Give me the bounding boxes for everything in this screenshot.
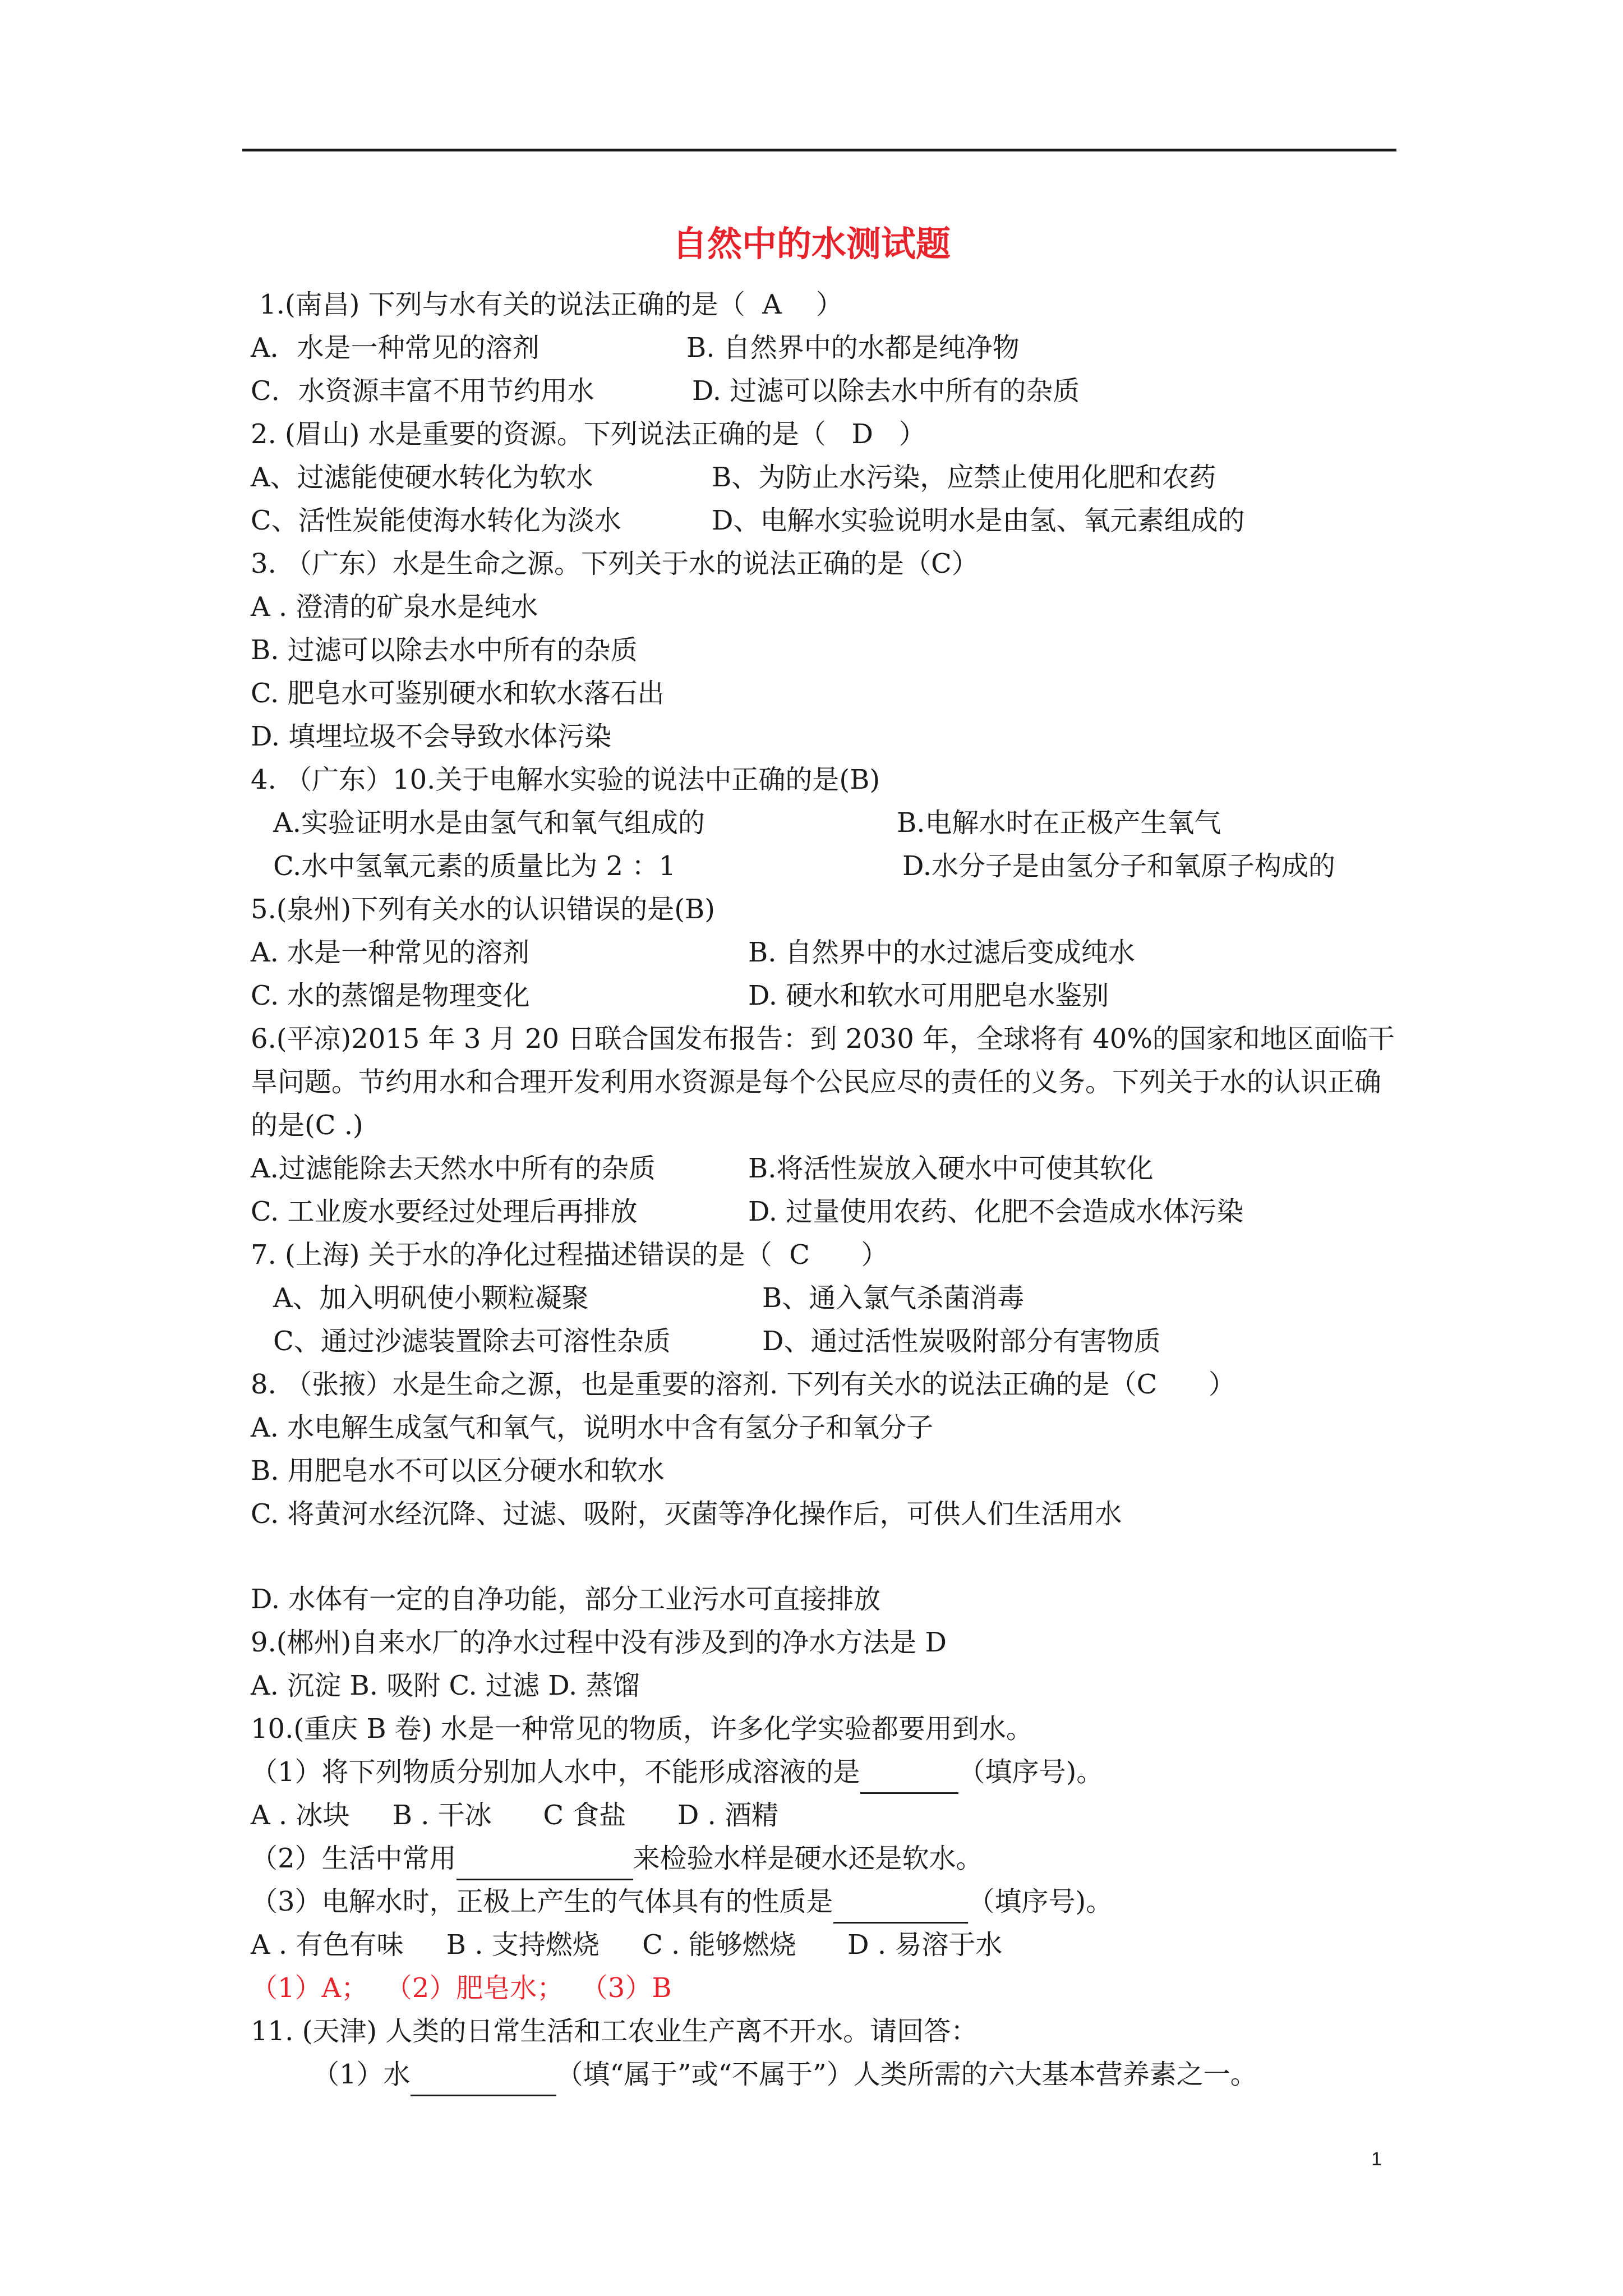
option-row [251,1320,1400,1363]
option: A . 有色有味 B . 支持燃烧 C . 能够燃烧 D . 易溶于水 [251,1929,1003,1961]
sub-question: （3）电解水时，正极上产生的气体具有的性质是 （填序号)。 [251,1880,1400,1924]
option-row [251,1147,1400,1190]
option: D、通过活性炭吸附部分有害物质 [762,1326,1161,1357]
option: A．水是一种常见的溶剂 [251,332,540,364]
sub-question: （1）将下列物质分别加人水中，不能形成溶液的是 （填序号)。 [251,1751,1400,1794]
option: D. 水体有一定的自净功能，部分工业污水可直接排放 [251,1584,881,1615]
option: D、电解水实验说明水是由氢、氧元素组成的 [712,505,1245,536]
question-stem: 1.(南昌) 下列与水有关的说法正确的是（ A ） [251,289,843,320]
option: A.实验证明水是由氢气和氧气组成的 [273,807,705,839]
option: B. 用肥皂水不可以区分硬水和软水 [251,1455,665,1487]
option: C. 肥皂水可鉴别硬水和软水落石出 [251,678,665,709]
option-row [251,845,1400,888]
option: C．水资源丰富不用节约用水 [251,375,594,407]
question-stem: 4. （广东）10.关于电解水实验的说法中正确的是(B) [251,764,880,795]
option: D. 填埋垃圾不会导致水体污染 [251,721,612,752]
question-stem: 11. (天津) 人类的日常生活和工农业生产离不开水。请回答： [251,2016,978,2047]
question-stem: 6.(平凉)2015 年 3 月 20 日联合国发布报告：到 2030 年，全球将有 40%的国家和地区面临干旱问题。节约用水和合理开发利用水资源是每个公民应尽的责任的义务。下列关于水的认识正确的是(C .) [251,1023,1395,1141]
option-row [251,1190,1400,1234]
option: A. 沉淀 B. 吸附 C. 过滤 D. 蒸馏 [251,1670,640,1701]
sub-question: （2）生活中常用 来检验水样是硬水还是软水。 [251,1837,1400,1880]
question-stem: 7. (上海) 关于水的净化过程描述错误的是（ C ） [251,1239,888,1271]
option: C. 将黄河水经沉降、过滤、吸附，灭菌等净化操作后，可供人们生活用水 [251,1498,1122,1530]
answer-blank[interactable] [411,2065,556,2096]
option: B、为防止水污染，应禁止使用化肥和农药 [712,462,1216,493]
question-stem: 2. (眉山) 水是重要的资源。下列说法正确的是（ D ） [251,418,926,450]
header-rule [242,149,1396,151]
option: A、过滤能使硬水转化为软水 [251,462,593,493]
option: B.电解水时在正极产生氧气 [897,807,1221,839]
question-stem: 8. （张掖）水是生命之源，也是重要的溶剂. 下列有关水的说法正确的是（C ） [251,1369,1235,1400]
option: B. 过滤可以除去水中所有的杂质 [251,634,638,666]
option: B. 自然界中的水都是纯净物 [686,332,1020,364]
question-stem: 3. （广东）水是生命之源。下列关于水的说法正确的是（C） [251,548,979,579]
question-stem: 10.(重庆 B 卷) 水是一种常见的物质，许多化学实验都要用到水。 [251,1713,1033,1745]
option: C. 工业废水要经过处理后再排放 [251,1196,638,1227]
option-row [251,499,1400,542]
option: C. 水的蒸馏是物理变化 [251,980,530,1011]
answer-blank[interactable] [457,1849,633,1880]
option: A. 水电解生成氢气和氧气，说明水中含有氢分子和氧分子 [251,1412,934,1443]
option: B.将活性炭放入硬水中可使其软化 [748,1153,1154,1184]
option: D. 过滤可以除去水中所有的杂质 [692,375,1080,407]
option-row [251,456,1400,499]
option: C、通过沙滤装置除去可溶性杂质 [273,1326,671,1357]
option: A.过滤能除去天然水中所有的杂质 [251,1153,656,1184]
answer-blank[interactable] [833,1893,968,1924]
option: C、活性炭能使海水转化为淡水 [251,505,621,536]
question-stem: 5.(泉州)下列有关水的认识错误的是(B) [251,894,715,925]
option: A. 水是一种常见的溶剂 [251,937,530,968]
document-body [251,283,1400,2096]
option-row [251,1277,1400,1320]
option-row [251,370,1400,413]
option: D.水分子是由氢分子和氧原子构成的 [902,850,1336,882]
sub-question: （1）水 （填“属于”或“不属于”）人类所需的六大基本营养素之一。 [251,2053,1400,2096]
page-title: 自然中的水测试题 [672,223,951,264]
option: A、加入明矾使小颗粒凝聚 [273,1282,589,1314]
answer-blank[interactable] [860,1763,958,1794]
option: B. 自然界中的水过滤后变成纯水 [748,937,1135,968]
option-row [251,974,1400,1018]
option-row [251,931,1400,974]
question-stem: 9.(郴州)自来水厂的净水过程中没有涉及到的净水方法是 D [251,1627,947,1658]
option-row [251,802,1400,845]
option: A . 冰块 B . 干冰 C 食盐 D . 酒精 [251,1800,779,1831]
option: D. 过量使用农药、化肥不会造成水体污染 [748,1196,1244,1227]
option: A . 澄清的矿泉水是纯水 [251,591,538,623]
page-number: 1 [1371,2148,1382,2170]
option: D. 硬水和软水可用肥皂水鉴别 [748,980,1109,1011]
option-row [251,326,1400,370]
option: C.水中氢氧元素的质量比为 2 ：1 [273,850,676,882]
answer-key: （1）A； （2）肥皂水； （3）B [251,1972,672,2004]
option: B、通入氯气杀菌消毒 [762,1282,1025,1314]
